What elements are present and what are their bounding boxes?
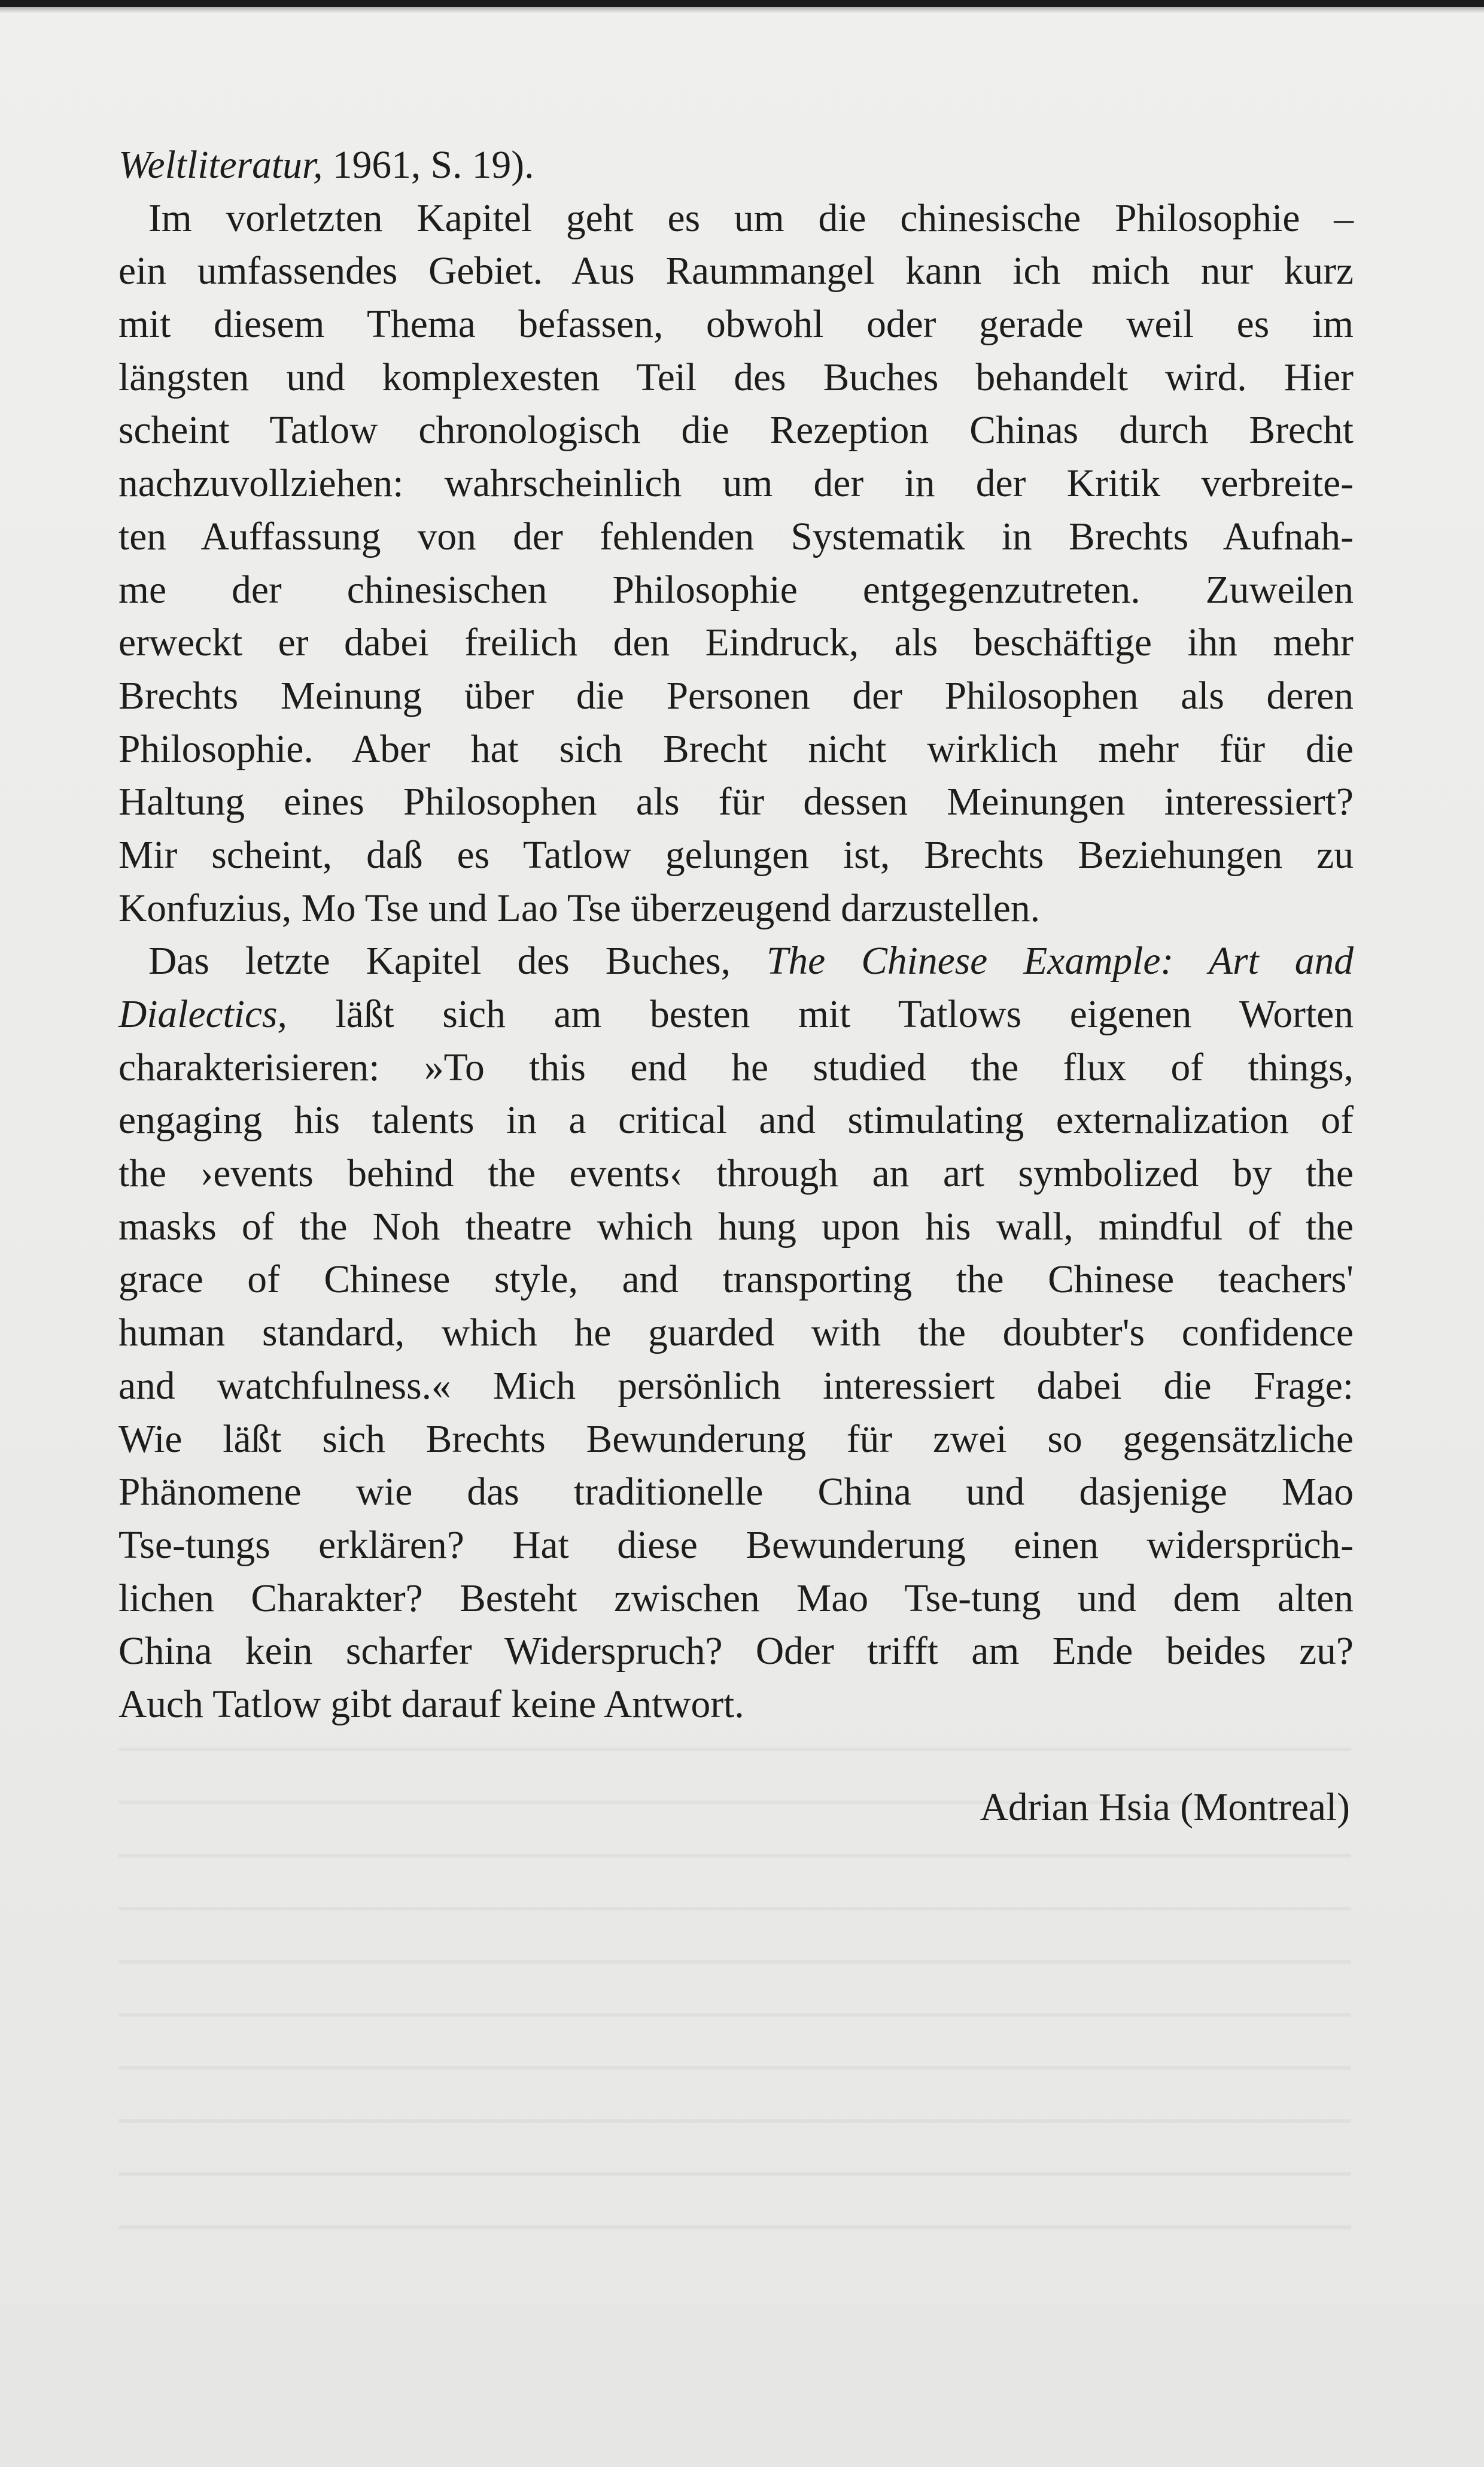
text-line xyxy=(118,882,1354,935)
text-line xyxy=(118,723,1354,776)
text-segment: läßt sich am besten mit Tatlows eigenen Worten xyxy=(287,993,1354,1036)
italic-text-segment: Weltliteratur, xyxy=(118,144,323,187)
text-segment: Haltung eines Philosophen als für dessen Meinungen interessiert? xyxy=(118,780,1354,824)
text-line xyxy=(118,1360,1354,1413)
text-segment: lichen Charakter? Besteht zwischen Mao Tse-tung und dem alten xyxy=(118,1576,1354,1620)
text-line xyxy=(118,1572,1354,1626)
text-segment: ten Auffassung von der fehlenden Systematik in Brechts Aufnah- xyxy=(118,515,1354,558)
page-top-edge-shadow xyxy=(0,7,1484,13)
text-segment: erweckt er dabei freilich den Eindruck, als beschäftige ihn mehr xyxy=(118,621,1354,665)
text-segment: Mir scheint, daß es Tatlow gelungen ist, Brechts Beziehungen zu xyxy=(118,833,1354,877)
italic-text-segment: Dialectics, xyxy=(118,993,287,1036)
text-line xyxy=(118,457,1354,511)
text-line xyxy=(118,192,1354,245)
text-line xyxy=(118,1678,1354,1731)
text-line xyxy=(118,404,1354,457)
text-line xyxy=(118,935,1354,988)
text-line xyxy=(118,988,1354,1041)
text-segment: Das letzte Kapitel des Buches, xyxy=(148,940,767,983)
text-line xyxy=(118,1307,1354,1360)
italic-text-segment: The Chinese Example: Art and xyxy=(766,940,1354,983)
text-segment: Konfuzius, Mo Tse und Lao Tse überzeugend darzustellen. xyxy=(118,886,1040,930)
text-line xyxy=(118,1094,1354,1147)
text-segment: Brechts Meinung über die Personen der Philosophen als deren xyxy=(118,674,1354,718)
text-segment: charakterisieren: »To this end he studied the flux of things, xyxy=(118,1046,1354,1089)
text-line xyxy=(118,1041,1354,1095)
text-line xyxy=(118,564,1354,617)
text-line xyxy=(118,616,1354,670)
body-text xyxy=(118,139,1354,1731)
text-line xyxy=(118,829,1354,882)
text-segment: Tse-tungs erklären? Hat diese Bewunderung einen widersprüch- xyxy=(118,1523,1354,1567)
page-top-edge xyxy=(0,0,1484,7)
text-segment: längsten und komplexesten Teil des Buches behandelt wird. Hier xyxy=(118,356,1354,399)
text-segment: human standard, which he guarded with the doubter's confidence xyxy=(118,1311,1354,1355)
text-line xyxy=(118,298,1354,351)
text-segment: China kein scharfer Widerspruch? Oder trifft am Ende beides zu? xyxy=(118,1630,1354,1673)
text-line xyxy=(118,776,1354,829)
text-segment: Philosophie. Aber hat sich Brecht nicht wirklich mehr für die xyxy=(118,727,1354,771)
text-segment: masks of the Noh theatre which hung upon his wall, mindful of the xyxy=(118,1205,1354,1248)
text-segment: the ›events behind the events‹ through an art symbolized by the xyxy=(118,1152,1354,1196)
text-line xyxy=(118,139,1354,192)
text-line xyxy=(118,1413,1354,1466)
text-segment: Phänomene wie das traditionelle China und dasjenige Mao xyxy=(118,1471,1354,1514)
text-segment: ein umfassendes Gebiet. Aus Raummangel kann ich mich nur kurz xyxy=(118,250,1354,293)
text-line xyxy=(118,1201,1354,1254)
text-segment: and watchfulness.« Mich persönlich interessiert dabei die Frage: xyxy=(118,1364,1354,1408)
text-segment: Auch Tatlow gibt darauf keine Antwort. xyxy=(118,1682,744,1726)
text-line xyxy=(118,1466,1354,1519)
text-segment: nachzuvollziehen: wahrscheinlich um der in der Kritik verbreite- xyxy=(118,462,1354,506)
text-segment: me der chinesischen Philosophie entgegenzutreten. Zuweilen xyxy=(118,568,1354,612)
text-line xyxy=(118,1147,1354,1201)
text-line xyxy=(118,245,1354,298)
text-segment: Im vorletzten Kapitel geht es um die chinesische Philosophie – xyxy=(148,196,1354,240)
text-line xyxy=(118,1625,1354,1678)
text-segment: 1961, S. 19). xyxy=(323,144,534,187)
text-segment: mit diesem Thema befassen, obwohl oder gerade weil es im xyxy=(118,303,1354,347)
author-signature: Adrian Hsia (Montreal) xyxy=(980,1786,1350,1829)
text-line xyxy=(118,1253,1354,1307)
text-line xyxy=(118,351,1354,405)
text-segment: Wie läßt sich Brechts Bewunderung für zwei so gegensätzliche xyxy=(118,1417,1354,1461)
text-segment: grace of Chinese style, and transporting the Chinese teachers' xyxy=(118,1258,1354,1302)
text-segment: scheint Tatlow chronologisch die Rezeption Chinas durch Brecht xyxy=(118,409,1354,452)
text-segment: engaging his talents in a critical and stimulating externalization of xyxy=(118,1099,1354,1143)
text-line xyxy=(118,511,1354,564)
text-line xyxy=(118,1519,1354,1572)
text-line xyxy=(118,670,1354,723)
